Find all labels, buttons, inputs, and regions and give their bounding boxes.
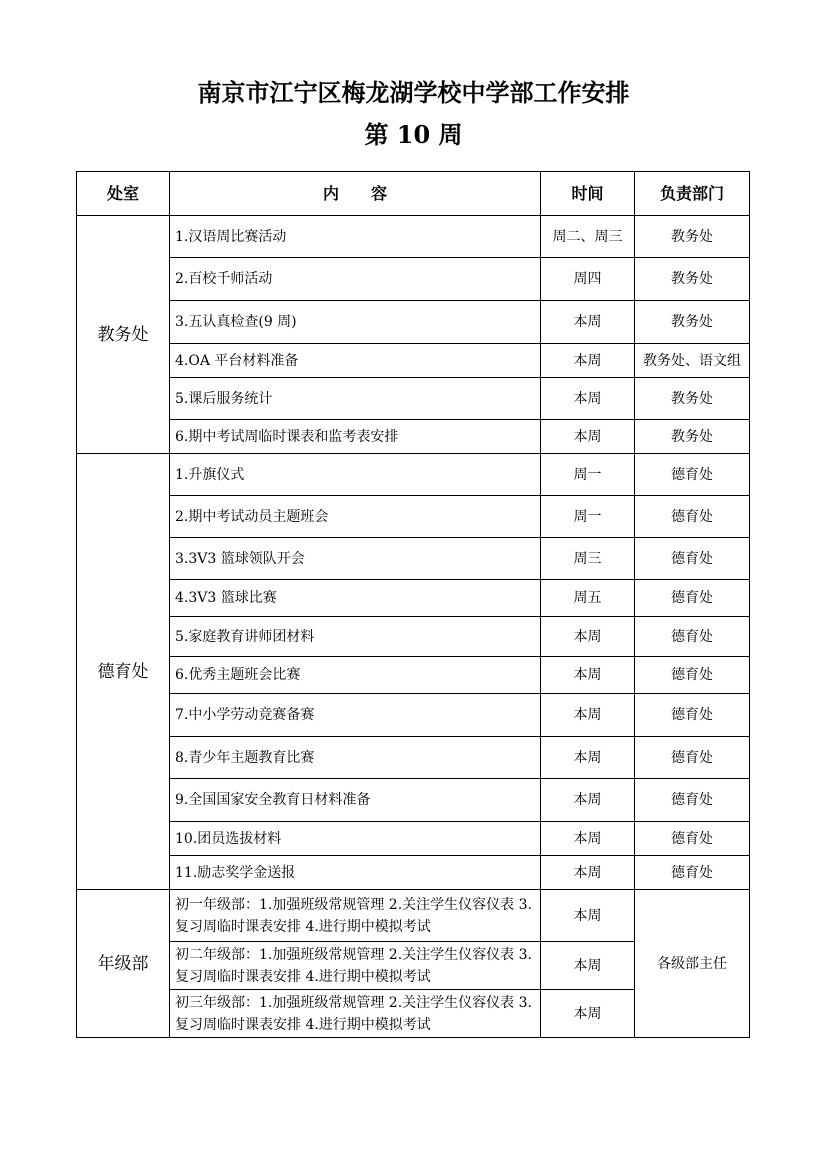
table-row	[77, 856, 750, 890]
content-cell: 4.OA 平台材料准备	[170, 344, 541, 378]
dept-cell: 教务处、语文组	[635, 344, 750, 378]
table-row	[77, 737, 750, 779]
header-content: 内 容	[170, 172, 541, 216]
content-cell: 初一年级部：1.加强班级常规管理 2.关注学生仪容仪表 3.复习周临时课表安排 4.进行期中模拟考试	[170, 890, 541, 942]
time-cell: 本周	[541, 990, 635, 1038]
table-row	[77, 454, 750, 496]
schedule-table	[76, 171, 750, 1038]
content-cell: 7.中小学劳动竞赛备赛	[170, 694, 541, 737]
header-dept: 负责部门	[635, 172, 750, 216]
table-row	[77, 538, 750, 580]
time-cell: 本周	[541, 856, 635, 890]
table-row	[77, 420, 750, 454]
dept-cell: 德育处	[635, 538, 750, 580]
dept-cell: 教务处	[635, 216, 750, 258]
time-cell: 周二、周三	[541, 216, 635, 258]
dept-cell: 教务处	[635, 420, 750, 454]
time-cell: 本周	[541, 617, 635, 657]
content-cell: 9.全国国家安全教育日材料准备	[170, 779, 541, 822]
office-cell: 德育处	[77, 454, 170, 890]
time-cell: 本周	[541, 737, 635, 779]
content-cell: 11.励志奖学金送报	[170, 856, 541, 890]
time-cell: 周一	[541, 454, 635, 496]
dept-cell: 德育处	[635, 737, 750, 779]
page-title: 南京市江宁区梅龙湖学校中学部工作安排	[197, 78, 630, 107]
time-cell: 本周	[541, 420, 635, 454]
content-cell: 1.汉语周比赛活动	[170, 216, 541, 258]
content-cell: 2.期中考试动员主题班会	[170, 496, 541, 538]
table-row	[77, 822, 750, 856]
time-cell: 本周	[541, 301, 635, 344]
content-cell: 3.3V3 篮球领队开会	[170, 538, 541, 580]
content-cell: 4.3V3 篮球比赛	[170, 580, 541, 617]
content-cell: 6.优秀主题班会比赛	[170, 657, 541, 694]
dept-cell: 教务处	[635, 378, 750, 420]
dept-cell: 德育处	[635, 694, 750, 737]
time-cell: 周五	[541, 580, 635, 617]
table-row	[77, 694, 750, 737]
content-cell: 3.五认真检查(9 周)	[170, 301, 541, 344]
table-row	[77, 890, 750, 942]
content-cell: 5.家庭教育讲师团材料	[170, 617, 541, 657]
table-row	[77, 258, 750, 301]
time-cell: 本周	[541, 890, 635, 942]
time-cell: 本周	[541, 694, 635, 737]
time-cell: 周一	[541, 496, 635, 538]
dept-cell: 教务处	[635, 301, 750, 344]
time-cell: 本周	[541, 657, 635, 694]
table-row	[77, 657, 750, 694]
week-label: 第 10 周	[364, 120, 463, 149]
dept-cell: 各级部主任	[635, 890, 750, 1038]
table-row	[77, 344, 750, 378]
header-time: 时间	[541, 172, 635, 216]
table-row	[77, 496, 750, 538]
dept-cell: 德育处	[635, 580, 750, 617]
dept-cell: 教务处	[635, 258, 750, 301]
dept-cell: 德育处	[635, 454, 750, 496]
table-row	[77, 779, 750, 822]
content-cell: 2.百校千师活动	[170, 258, 541, 301]
table-row	[77, 378, 750, 420]
time-cell: 本周	[541, 822, 635, 856]
content-cell: 初二年级部：1.加强班级常规管理 2.关注学生仪容仪表 3.复习周临时课表安排 4.进行期中模拟考试	[170, 942, 541, 990]
table-row	[77, 301, 750, 344]
content-cell: 1.升旗仪式	[170, 454, 541, 496]
dept-cell: 德育处	[635, 617, 750, 657]
time-cell: 本周	[541, 344, 635, 378]
time-cell: 本周	[541, 779, 635, 822]
dept-cell: 德育处	[635, 856, 750, 890]
table-row	[77, 617, 750, 657]
dept-cell: 德育处	[635, 496, 750, 538]
dept-cell: 德育处	[635, 657, 750, 694]
content-cell: 10.团员选拔材料	[170, 822, 541, 856]
header-office: 处室	[77, 172, 170, 216]
time-cell: 本周	[541, 378, 635, 420]
dept-cell: 德育处	[635, 822, 750, 856]
content-cell: 初三年级部：1.加强班级常规管理 2.关注学生仪容仪表 3.复习周临时课表安排 4.进行期中模拟考试	[170, 990, 541, 1038]
office-cell: 教务处	[77, 216, 170, 454]
table-row	[77, 216, 750, 258]
header-row	[77, 172, 750, 216]
dept-cell: 德育处	[635, 779, 750, 822]
office-cell: 年级部	[77, 890, 170, 1038]
time-cell: 周三	[541, 538, 635, 580]
content-cell: 8.青少年主题教育比赛	[170, 737, 541, 779]
table-row	[77, 580, 750, 617]
content-cell: 5.课后服务统计	[170, 378, 541, 420]
content-cell: 6.期中考试周临时课表和监考表安排	[170, 420, 541, 454]
time-cell: 本周	[541, 942, 635, 990]
time-cell: 周四	[541, 258, 635, 301]
